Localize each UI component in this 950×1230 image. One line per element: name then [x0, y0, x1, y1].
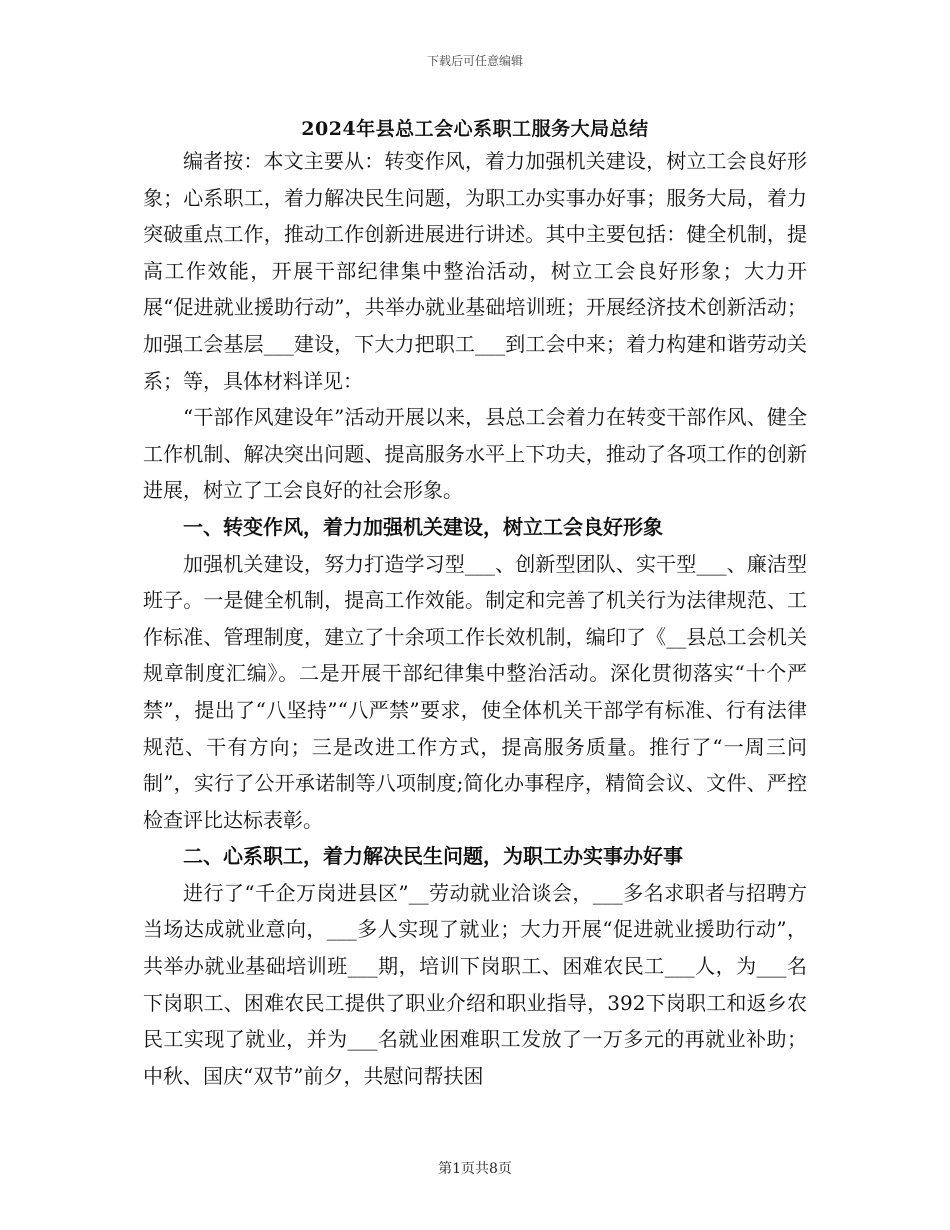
header-note: 下载后可任意编辑 [426, 54, 523, 68]
section-1-paragraph: 加强机关建设，努力打造学习型___、创新型团队、实干型___、廉洁型班子。一是健全机制，提高工作效能。制定和完善了机关行为法律规范、工作标准、管理制度，建立了十余项工作长效机制，编印了《__县总工会机关规章制度汇编》。二是开展干部纪律集中整治活动。深化贯彻落实“十个严禁”，提出了“八坚持”“八严禁”要求，使全体机关干部学有标准、行有法律规范、干有方向；三是改进工作方式，提高服务质量。推行了“一周三问制”，实行了公开承诺制等八项制度;简化办事程序，精简会议、文件、严控检查评比达标表彰。 [143, 551, 807, 832]
intro-paragraph: “干部作风建设年”活动开展以来，县总工会着力在转变干部作风、健全工作机制、解决突出问题、提高服务水平上下功夫，推动了各项工作的创新进展，树立了工会良好的社会形象。 [143, 405, 807, 503]
page-number: 第1页共8页 [438, 1161, 512, 1177]
section-2-paragraph: 进行了“千企万岗进县区”__劳动就业洽谈会，___多名求职者与招聘方当场达成就业意向，___多人实现了就业；大力开展“促进就业援助行动”，共举办就业基础培训班___期，培训下岗职工、困难农民工___人，为___名下岗职工、困难农民工提供了职业介绍和职业指导，392下岗职工和返乡农民工实现了就业，并为___名就业困难职工发放了一万多元的再就业补助；中秋、国庆“双节”前夕，共慰问帮扶困 [143, 880, 807, 1088]
document-body [143, 143, 807, 1094]
section-1-heading: 一、转变作风，着力加强机关建设，树立工会良好形象 [183, 514, 663, 539]
document-title: 2024年县总工会心系职工服务大局总结 [301, 118, 649, 140]
editor-note-paragraph: 编者按：本文主要从：转变作风，着力加强机关建设，树立工会良好形象；心系职工，着力解决民生问题，为职工办实事办好事；服务大局，着力突破重点工作，推动工作创新进展进行讲述。其中主要包括：健全机制，提高工作效能，开展干部纪律集中整治活动，树立工会良好形象；大力开展“促进就业援助行动”，共举办就业基础培训班；开展经济技术创新活动；加强工会基层___建设，下大力把职工___到工会中来；着力构建和谐劳动关系；等，具体材料详见： [143, 149, 807, 393]
section-2-heading: 二、心系职工，着力解决民生问题，为职工办实事办好事 [183, 844, 683, 869]
